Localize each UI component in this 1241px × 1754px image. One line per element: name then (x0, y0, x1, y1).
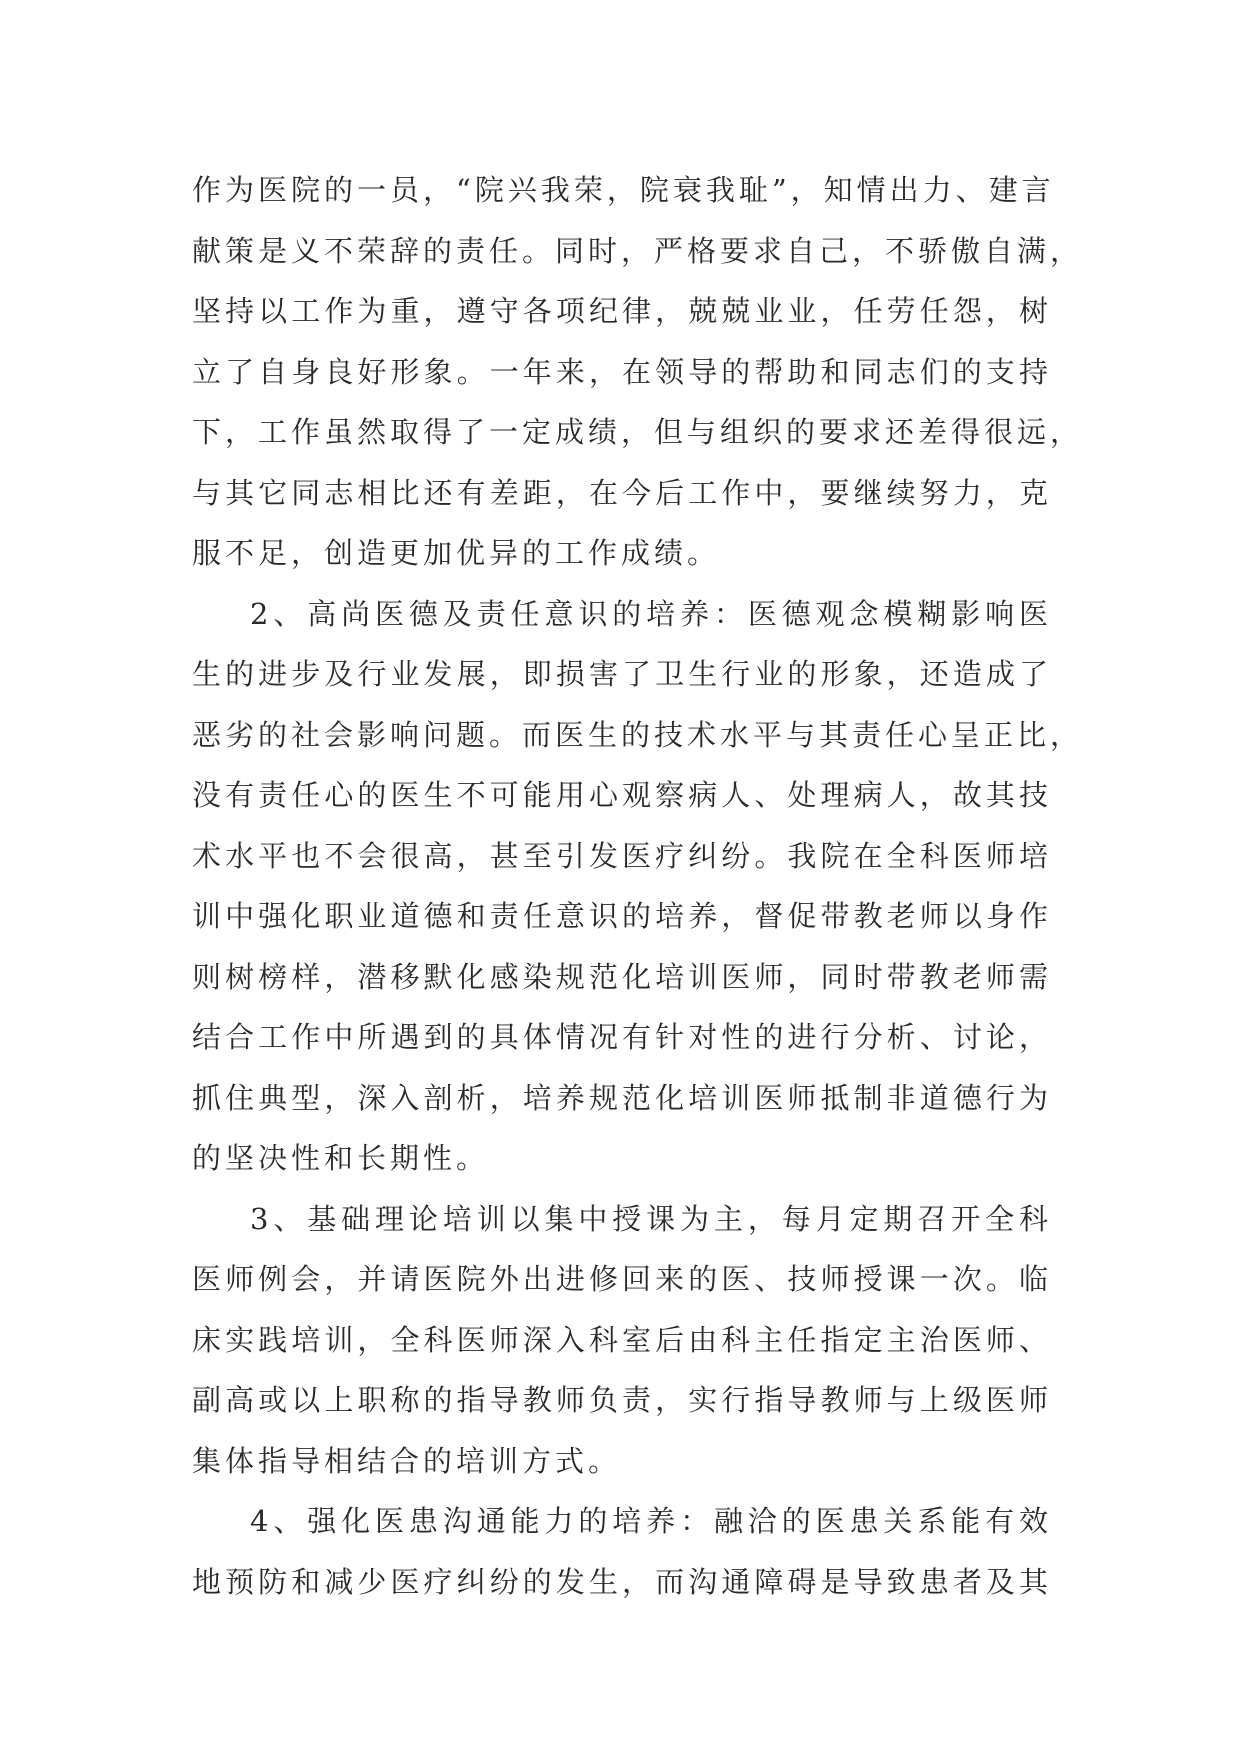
text-line: 下，工作虽然取得了一定成绩，但与组织的要求还差得很远， (192, 415, 1084, 449)
text-line: 术水平也不会很高，甚至引发医疗纠纷。我院在全科医师培 (192, 838, 1052, 873)
text-line: 2、高尚医德及责任意识的培养：医德观念模糊影响医 (250, 596, 1052, 631)
text-line: 则树榜样，潜移默化感染规范化培训医师，同时带教老师需 (192, 959, 1052, 994)
document-body (192, 160, 1084, 1612)
paragraph-3 (192, 1189, 1052, 1492)
text-line: 副高或以上职称的指导教师负责，实行指导教师与上级医师 (192, 1383, 1052, 1417)
text-line: 地预防和减少医疗纠纷的发生，而沟通障碍是导致患者及其 (192, 1564, 1052, 1599)
text-line: 立了自身良好形象。一年来，在领导的帮助和同志们的支持 (192, 354, 1052, 389)
text-line: 结合工作中所遇到的具体情况有针对性的进行分析、讨论， (192, 1020, 1052, 1054)
text-line: 抓住典型，深入剖析，培养规范化培训医师抵制非道德行为 (192, 1080, 1052, 1115)
text-line: 床实践培训，全科医师深入科室后由科主任指定主治医师、 (192, 1322, 1052, 1357)
text-line: 4、强化医患沟通能力的培养：融洽的医患关系能有效 (250, 1504, 1052, 1538)
text-line: 集体指导相结合的培训方式。 (192, 1443, 622, 1478)
text-line: 与其它同志相比还有差距，在今后工作中，要继续努力，克 (192, 475, 1052, 510)
text-line: 献策是义不荣辞的责任。同时，严格要求自己，不骄傲自满， (192, 233, 1084, 268)
text-line: 坚持以工作为重，遵守各项纪律，兢兢业业，任劳任怨，树 (192, 294, 1052, 328)
text-line: 作为医院的一员，“院兴我荣，院衰我耻”，知情出力、建言 (192, 173, 1055, 207)
paragraph-4 (192, 1491, 1052, 1612)
text-line: 生的进步及行业发展，即损害了卫生行业的形象，还造成了 (192, 657, 1052, 691)
text-line: 没有责任心的医生不可能用心观察病人、处理病人，故其技 (192, 778, 1052, 812)
text-line: 恶劣的社会影响问题。而医生的技术水平与其责任心呈正比， (192, 717, 1084, 752)
text-line: 服不足，创造更加优异的工作成绩。 (192, 536, 721, 570)
paragraph-conclusion (192, 160, 1084, 584)
text-line: 的坚决性和长期性。 (192, 1141, 490, 1175)
text-line: 医师例会，并请医院外出进修回来的医、技师授课一次。临 (192, 1262, 1052, 1296)
text-line: 训中强化职业道德和责任意识的培养，督促带教老师以身作 (192, 899, 1052, 933)
paragraph-2 (192, 584, 1084, 1189)
text-line: 3、基础理论培训以集中授课为主，每月定期召开全科 (250, 1201, 1052, 1236)
